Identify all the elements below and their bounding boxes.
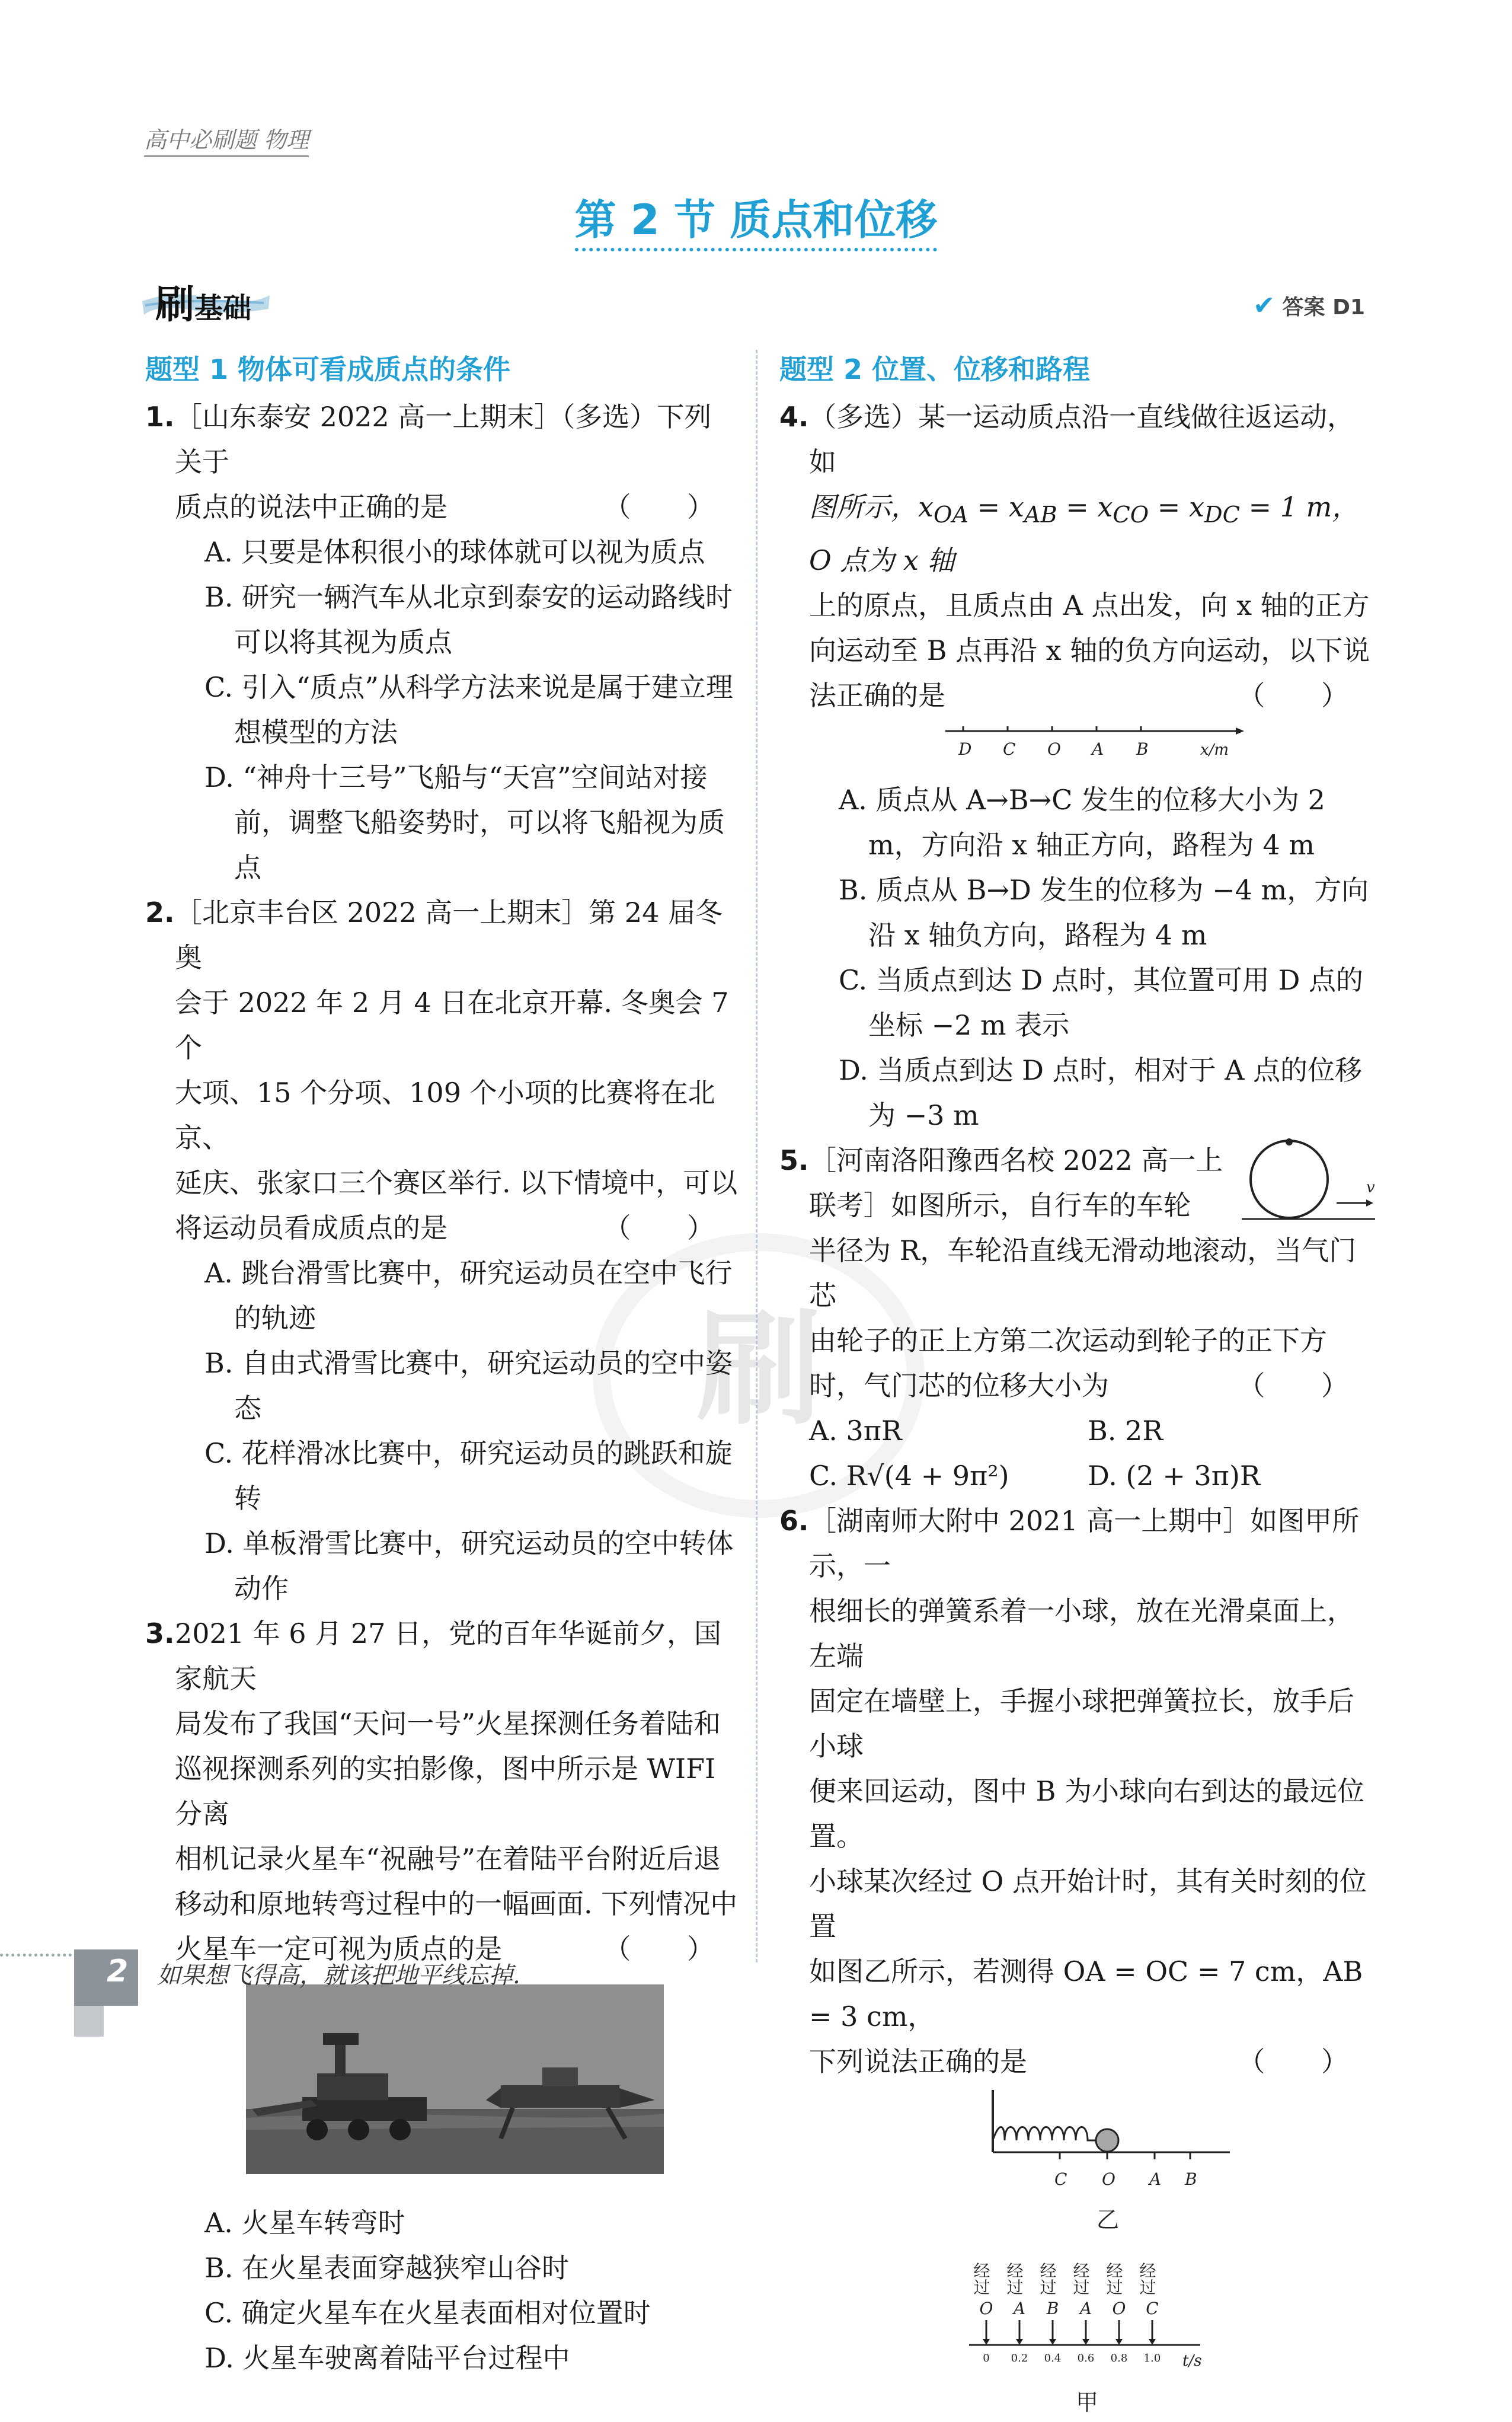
option: B. 2R (1088, 1415, 1163, 1447)
option: A. 质点从 A→B→C 发生的位移大小为 2 m，方向沿 x 轴正方向，路程为 4 m (839, 784, 1325, 861)
option: A. 跳台滑雪比赛中，研究运动员在空中飞行的轨迹 (204, 1257, 733, 1334)
option: B. 研究一辆汽车从北京到泰安的运动路线时可以将其视为质点 (204, 581, 733, 658)
answer-paren: （ ） (1238, 2046, 1372, 2078)
footer-motto: 如果想飞得高，就该把地平线忘掉. (157, 1962, 520, 1989)
answer-reference: ✔ 答案 D1 (1253, 291, 1365, 321)
svg-text:0: 0 (983, 2352, 990, 2365)
mars-rover-photo (246, 1984, 664, 2174)
svg-text:O: O (1102, 2169, 1115, 2190)
svg-text:C: C (1054, 2169, 1067, 2190)
answer-paren: （ ） (603, 1212, 738, 1244)
svg-text:经过: 经过 (1070, 2262, 1091, 2296)
question-type-1: 题型 1 物体可看成质点的条件 (145, 353, 511, 385)
svg-text:x/m: x/m (1200, 741, 1229, 760)
spring-ball-diagram (969, 2090, 1384, 2238)
question-6: 6. ［湖南师大附中 2021 高一上期中］如图甲所示，一 根细长的弹簧系着一小球，放在光滑桌面上，左端 固定在墙壁上，手握小球把弹簧拉长，放手后小球 便来回运动，图中 B 为小球向右到达的最远位置。 小球某次经过 O 点开始计时，其有关时刻的位置 如图乙所示，若测得 OA = OC = 7 cm，AB = 3 cm， 下列说法正确的是 （ ） C O A B 乙 经过 经过 经过 经过 经过 经过 O A B A O C 0 0.2 0.4 0.6 0.8 1.0 t/s 甲 (779, 1498, 1372, 2416)
svg-text:经过: 经过 (971, 2262, 991, 2296)
svg-text:经过: 经过 (1004, 2262, 1024, 2296)
svg-text:B: B (1136, 739, 1149, 760)
svg-text:D: D (958, 739, 972, 760)
option: C. 引入“质点”从科学方法来说是属于建立理想模型的方法 (204, 671, 733, 748)
svg-text:C: C (1146, 2299, 1159, 2319)
option: C. 花样滑冰比赛中，研究运动员的跳跃和旋转 (204, 1437, 733, 1514)
option-row (809, 1408, 1372, 1453)
column-divider (756, 350, 757, 1963)
question-5: 5. v ［河南洛阳豫西名校 2022 高一上 联考］如图所示，自行车的车轮 半径为 R，车轮沿直线无滑动地滚动，当气门芯 由轮子的正上方第二次运动到轮子的正下方 时，气门芯的位移大小为 （ ） A. 3πR B. 2R C. R√(4 + 9π²) D. (2 + 3π)R (779, 1138, 1372, 1498)
checkmark-icon: ✔ (1253, 291, 1275, 321)
option: D. (2 + 3π)R (1088, 1460, 1261, 1492)
svg-text:A: A (1092, 739, 1104, 760)
option: A. 只要是体积很小的球体就可以视为质点 (204, 536, 705, 568)
svg-text:经过: 经过 (1137, 2262, 1157, 2296)
option-row (809, 1453, 1372, 1498)
svg-text:A: A (1079, 2299, 1092, 2319)
svg-text:C: C (1003, 739, 1016, 760)
svg-text:B: B (1185, 2169, 1197, 2190)
svg-text:t/s: t/s (1182, 2352, 1202, 2370)
svg-text:0.6: 0.6 (1077, 2352, 1095, 2365)
option: D. 当质点到达 D 点时，相对于 A 点的位移为 −3 m (839, 1054, 1363, 1132)
svg-text:0.4: 0.4 (1044, 2352, 1062, 2365)
left-column (145, 347, 738, 2380)
bicycle-wheel-diagram (1242, 1138, 1378, 1227)
option: A. 3πR (809, 1415, 902, 1447)
watermark-logo: 刷 (593, 1233, 925, 1518)
answer-paren: （ ） (1238, 1370, 1372, 1402)
svg-text:O: O (1112, 2299, 1126, 2319)
number-line-diagram (945, 724, 1479, 771)
svg-text:B: B (1046, 2299, 1059, 2319)
question-4: 4. （多选）某一运动质点沿一直线做往返运动，如 图所示，$x_{OA} = x_{AB} = x_{CO} = x_{DC} = 1$ m，O 点为 x 轴 上的原点，且质点由 A 点出发，向 x 轴的正方 向运动至 B 点再沿 x 轴的负方向运动，以下说 法正确的是 （ ） D C O A B x/m A. 质点从 A→B→C 发生的位移大小为 2 m，方向沿 x 轴正方向，路程为 4 m B. 质点从 B→D 发生的位移为 −4 m，方向沿 x 轴负方向，路程为 4 m C. 当质点到达 D 点时，其位置可用 D 点的坐标 −2 m 表示 D. 当质点到达 D 点时，相对于 A 点的位移为 −3 m (779, 394, 1372, 1138)
svg-text:1.0: 1.0 (1143, 2352, 1161, 2365)
svg-text:A: A (1149, 2169, 1162, 2190)
question-type-2: 题型 2 位置、位移和路程 (779, 353, 1091, 385)
svg-text:v: v (1366, 1179, 1375, 1197)
option: A. 火星车转弯时 (204, 2207, 405, 2239)
page-number: 2 (107, 1954, 129, 1989)
answer-paren: （ ） (1238, 679, 1372, 712)
option: C. 确定火星车在火星表面相对位置时 (204, 2297, 651, 2329)
question-2: 2. ［北京丰台区 2022 高一上期末］第 24 届冬奥 会于 2022 年 2 月 4 日在北京开幕. 冬奥会 7 个 大项、15 个分项、109 个小项的比赛将在北京、 延庆、张家口三个赛区举行. 以下情境中，可以 将运动员看成质点的是 （ ） A. 跳台滑雪比赛中，研究运动员在空中飞行的轨迹 B. 自由式滑雪比赛中，研究运动员的空中姿态 C. 花样滑冰比赛中，研究运动员的跳跃和旋转 D. 单板滑雪比赛中，研究运动员的空中转体动作 (145, 890, 738, 1611)
q4-line-equations: 图所示，$x_{OA} = x_{AB} = x_{CO} = x_{DC} = 1$ m，O 点为 x 轴 (809, 491, 1360, 577)
section-title: 第 2 节 质点和位移 (0, 187, 1512, 247)
answer-paren: （ ） (603, 1933, 738, 1965)
svg-text:O: O (979, 2299, 993, 2319)
svg-text:A: A (1013, 2299, 1026, 2319)
footer-block-small (74, 2006, 104, 2037)
svg-text:O: O (1047, 739, 1061, 760)
option: C. R√(4 + 9π²) (809, 1460, 1009, 1492)
svg-text:0.8: 0.8 (1110, 2352, 1128, 2365)
option: B. 在火星表面穿越狭窄山谷时 (204, 2252, 570, 2284)
footer-block (74, 1949, 138, 2006)
svg-text:乙: 乙 (1097, 2207, 1120, 2233)
brand-label: 刷基础 (155, 282, 252, 327)
option: D. 火星车驶离着陆平台过程中 (204, 2342, 570, 2374)
option: D. “神舟十三号”飞船与“天宫”空间站对接前，调整飞船姿势时，可以将飞船视为质点 (204, 761, 725, 883)
option: B. 质点从 B→D 发生的位移为 −4 m，方向沿 x 轴负方向，路程为 4 m (839, 874, 1369, 952)
question-3: 3. 2021 年 6 月 27 日，党的百年华诞前夕，国家航天 局发布了我国“天问一号”火星探测任务着陆和 巡视探测系列的实拍影像，图中所示是 WIFI 分离 相机记录火星车“祝融号”在着陆平台附近后退 移动和原地转弯过程中的一幅画面. 下列情况中 火星车一定可视为质点的是 （ ） A. 火星车转弯时 B. 在火星表面穿越狭窄山谷时 C. 确定火星车在火星表面相对位置时 D. 火星车驶离着陆平台过程中 (145, 1611, 738, 2380)
option: B. 自由式滑雪比赛中，研究运动员的空中姿态 (204, 1347, 733, 1424)
option: C. 当质点到达 D 点时，其位置可用 D 点的坐标 −2 m 表示 (839, 964, 1364, 1042)
right-column (779, 347, 1375, 2422)
option: D. 单板滑雪比赛中，研究运动员的空中转体动作 (204, 1527, 734, 1604)
svg-text:经过: 经过 (1037, 2262, 1057, 2296)
answer-paren: （ ） (603, 491, 738, 523)
series-title: 高中必刷题 物理 (144, 122, 309, 157)
svg-text:甲: 甲 (1076, 2389, 1099, 2416)
svg-text:经过: 经过 (1104, 2262, 1124, 2296)
question-1: 1. ［山东泰安 2022 高一上期末］（多选）下列关于 质点的说法中正确的是 （ ） A. 只要是体积很小的球体就可以视为质点 B. 研究一辆汽车从北京到泰安的运动路线时可以将其视为质点 C. 引入“质点”从科学方法来说是属于建立理想模型的方法 D. “神舟十三号”飞船与“天宫”空间站对接前，调整飞船姿势时，可以将飞船视为质点 (145, 394, 738, 890)
timeline-diagram (969, 2244, 1384, 2416)
svg-text:0.2: 0.2 (1011, 2352, 1028, 2365)
